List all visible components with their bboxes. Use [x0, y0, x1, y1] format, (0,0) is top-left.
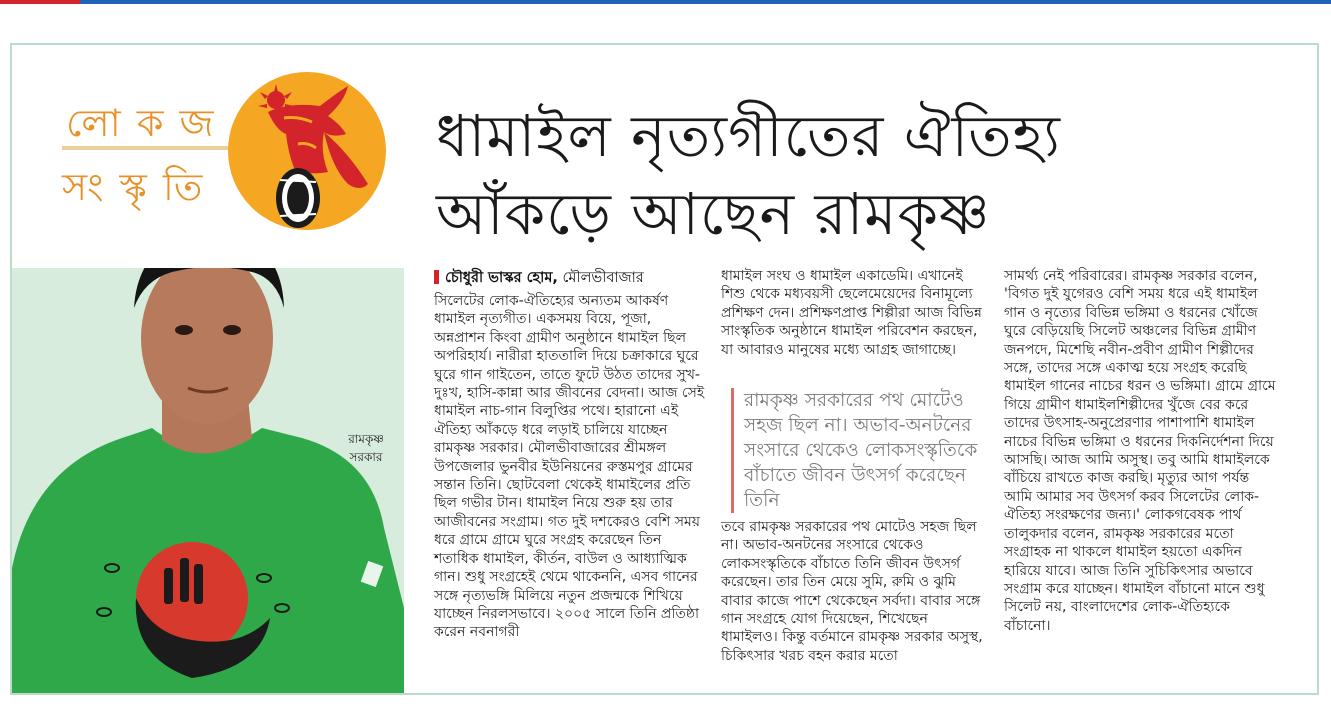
column-2-bottom-text: তবে রামকৃষ্ণ সরকারের পথ মোটেও সহজ ছিল না। অভাব-অনটনের সংসারে থেকেও লোকসংস্কৃতিকে বাঁচাতে তিনি জীবন উৎসর্গ করেছেন। তার তিন মেয়ে সুমি, রুমি ও ঝুমি বাবার কাজে পাশে থেকেছেন সর্বদা। বাবার সঙ্গে গান সংগ্রহে যোগ দিয়েছেন, শিখেছেন ধামাইলও। কিন্তু বর্তমানে রামকৃষ্ণ সরকার অসুস্থ, চিকিৎসার খরচ বহন করার মতো [721, 519, 983, 664]
caption-line1: রামকৃষ্ণ [348, 432, 384, 446]
byline-marker [434, 270, 439, 284]
article-column-2-bottom [721, 518, 989, 665]
top-bar [0, 0, 1331, 4]
pull-quote: রামকৃষ্ণ সরকারের পথ মোটেও সহজ ছিল না। অভাব-অনটনের সংসারে থেকেও লোকসংস্কৃতিকে বাঁচাতে জীবন উৎসর্গ করেছেন তিনি [731, 388, 1002, 513]
portrait-illustration [12, 268, 404, 693]
photo-caption [334, 430, 398, 466]
article-column-3 [1004, 267, 1280, 635]
section-divider [62, 146, 232, 150]
dancer-drum-icon [228, 72, 386, 230]
byline [434, 267, 644, 291]
section-title-line1: লো ক জ [66, 101, 216, 145]
byline-location: মৌলভীবাজার [562, 270, 644, 286]
headline-line1: ধামাইল নৃত্যগীতের ঐতিহ্য [436, 102, 1061, 170]
article-column-1 [434, 292, 706, 642]
column-3-text: সামর্থ্য নেই পরিবারের। রামকৃষ্ণ সরকার বলেন, 'বিগত দুই যুগেরও বেশি সময় ধরে এই ধামাইল গান ও নৃত্যের বিভিন্ন ভঙ্গিমা ও ধরনের খোঁজে ঘুরে বেড়িয়েছি সিলেট অঞ্চলের বিভিন্ন গ্রামীণ জনপদে, মিশেছি নবীন-প্রবীণ গ্রামীণ শিল্পীদের সঙ্গে, তাদের সঙ্গে একাত্ম হয়ে সংগ্রহ করেছি ধামাইল গানের নাচের ধরন ও ভঙ্গিমা। গ্রামে গ্রামে গিয়ে গ্রামীণ ধামাইলশিল্পীদের খুঁজে বের করে তাদের উৎসাহ-অনুপ্রেরণার পাশাপাশি ধামাইল নাচের বিভিন্ন ভঙ্গিমা ও ধরনের দিকনির্দেশনা দিয়ে আসছি। আজ আমি অসুস্থ। তবু আমি ধামাইলকে বাঁচিয়ে রাখতে কাজ করছি। মৃত্যুর আগ পর্যন্ত আমি আমার সব উৎসর্গ করব সিলেটের লোক-ঐতিহ্য সংরক্ষণের জন্য।' লোকগবেষক পার্থ তালুকদার বলেন, রামকৃষ্ণ সরকারের মতো সংগ্রাহক না থাকলে ধামাইল হয়তো একদিন হারিয়ে যাবে। আজ তিনি সুচিকিৎসার অভাবে সংগ্রাম করে যাচ্ছেন। ধামাইল বাঁচানো মানে শুধু সিলেট নয়, বাংলাদেশের লোক-ঐতিহ্যকে বাঁচানো। [1004, 268, 1276, 634]
column-2-top-text: ধামাইল সংঘ ও ধামাইল একাডেমি। এখানেই শিশু থেকে মধ্যবয়সী ছেলেমেয়েদের বিনামূল্যে প্রশিক্ষণ দেন। প্রশিক্ষণপ্রাপ্ত শিল্পীরা আজ বিভিন্ন সাংস্কৃতিক অনুষ্ঠানে ধামাইল পরিবেশন করছেন, যা আবারও মানুষের মধ্যে আগ্রহ জাগাচ্ছে। [721, 268, 982, 358]
section-title-line2: সং স্কৃ তি [62, 165, 205, 209]
portrait-photo [12, 268, 404, 693]
column-1-text: সিলেটের লোক-ঐতিহ্যের অন্যতম আকর্ষণ ধামাইল নৃত্যগীত। একসময় বিয়ে, পূজা, অন্নপ্রাশন কিংবা গ্রামীণ অনুষ্ঠানে ধামাইল ছিল অপরিহার্য। নারীরা হাততালি দিয়ে চক্রাকারে ঘুরে ঘুরে গান গাইতেন, তাতে ফুটে উঠত তাদের সুখ-দুঃখ, হাসি-কান্না আর জীবনের বেদনা। আজ সেই ধামাইল নাচ-গান বিলুপ্তির পথে। হারানো এই ঐতিহ্য আঁকড়ে ধরে লড়াই চালিয়ে যাচ্ছেন রামকৃষ্ণ সরকার। মৌলভীবাজারের শ্রীমঙ্গল উপজেলার ভুনবীর ইউনিয়নের রুস্তমপুর গ্রামের সন্তান তিনি। ছোটবেলা থেকেই ধামাইলের প্রতি ছিল গভীর টান। ধামাইল নিয়ে শুরু হয় তার আজীবনের সংগ্রাম। গত দুই দশকেরও বেশি সময় ধরে গ্রামে গ্রামে ঘুরে সংগ্রহ করেছেন তিন শতাধিক ধামাইল, কীর্তন, বাউল ও আধ্যাত্মিক গান। শুধু সংগ্রহেই থেমে থাকেননি, এসব গানের সঙ্গে নৃত্যভঙ্গি মিলিয়ে নতুন প্রজন্মকে শিখিয়ে যাচ্ছেন নিরলসভাবে। ২০০৫ সালে তিনি প্রতিষ্ঠা করেন নবনাগরী [434, 293, 705, 641]
headline-line2: আঁকড়ে আছেন রামকৃষ্ণ [436, 180, 991, 248]
folk-dance-logo [228, 72, 386, 230]
caption-line2: সরকার [349, 450, 383, 464]
byline-author: চৌধুরী ভাস্কর হোম, [445, 270, 558, 286]
top-bar-accent [0, 0, 80, 4]
article-column-2-top [721, 267, 989, 359]
